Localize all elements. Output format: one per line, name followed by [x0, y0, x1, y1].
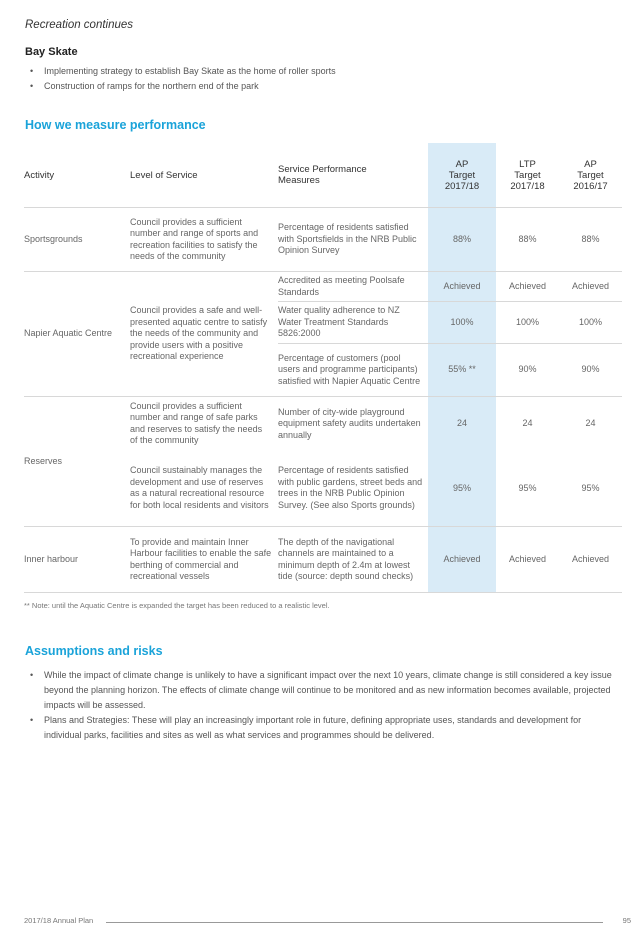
- measure-cell: Water quality adherence to NZ Water Treatment Standards 5826:2000: [278, 302, 428, 344]
- prev-target-cell: Achieved: [559, 527, 622, 593]
- list-item: • Plans and Strategies: These will play an increasingly important role in future, defining appropriate uses, standards and development for individual parks, facilities and sites as well as what services and programmes should be delivered.: [30, 713, 615, 743]
- page-number: 95: [622, 916, 631, 925]
- table-row: [24, 208, 622, 272]
- list-item: • While the impact of climate change is unlikely to have a significant impact over the next 10 years, climate change is still considered a key issue beyond the planning horizon. The effects of climate change will continue to be monitored and as new information becomes available, projected impacts will be assessed.: [30, 668, 615, 713]
- list-item: • Implementing strategy to establish Bay Skate as the home of roller sports: [30, 64, 590, 79]
- list-item: • Construction of ramps for the northern end of the park: [30, 79, 590, 94]
- measure-cell: Accredited as meeting Poolsafe Standards: [278, 272, 428, 302]
- ap-target-cell: 88%: [428, 208, 496, 272]
- table-row: [24, 527, 622, 593]
- table-footnote: ** Note: until the Aquatic Centre is expanded the target has been reduced to a realistic level.: [24, 601, 330, 610]
- ap-target-cell: 100%: [428, 302, 496, 344]
- ltp-target-cell: 24: [496, 397, 559, 451]
- bay-skate-title: Bay Skate: [25, 46, 78, 58]
- level-cell: Council provides a safe and well-presented aquatic centre to satisfy the needs of the community and provide users with a positive recreational experience: [130, 272, 278, 397]
- measure-cell: Number of city-wide playground equipment safety audits undertaken annually: [278, 397, 428, 451]
- assumptions-list: [30, 668, 615, 743]
- activity-cell: Reserves: [24, 397, 130, 527]
- table-row: [24, 272, 622, 302]
- footer-rule: [106, 922, 603, 923]
- ltp-target-cell: 95%: [518, 482, 537, 493]
- assumptions-heading: Assumptions and risks: [25, 644, 163, 658]
- measure-cell: Percentage of residents satisfied with Sportsfields in the NRB Public Opinion Survey: [278, 222, 417, 256]
- header-level: Level of Service: [130, 143, 278, 208]
- section-label: Recreation continues: [25, 19, 134, 31]
- activity-cell: Napier Aquatic Centre: [24, 272, 130, 397]
- ap-target-cell: Achieved: [428, 527, 496, 593]
- ap-target-cell: Achieved: [428, 272, 496, 302]
- table-header-row: [24, 143, 622, 208]
- ltp-target-cell: 100%: [496, 302, 559, 344]
- header-activity: Activity: [24, 143, 130, 208]
- performance-table: [24, 143, 622, 593]
- performance-heading: How we measure performance: [25, 118, 206, 132]
- header-ap-2016-17: AP Target 2016/17: [559, 143, 622, 208]
- prev-target-cell: 24: [559, 397, 622, 451]
- footer-doc-title: 2017/18 Annual Plan: [24, 916, 94, 925]
- level-cell: To provide and maintain Inner Harbour facilities to enable the safe berthing of commercial and recreational vessels: [130, 527, 278, 593]
- measure-cell: The depth of the navigational channels are maintained to a minimum depth of 2.4m at lowest tide (source: depth sound checks): [278, 527, 428, 593]
- table-row: [24, 397, 622, 451]
- level-cell: Council provides a sufficient number and range of safe parks and reserves to satisfy the needs of the community: [130, 397, 278, 451]
- ap-target-cell: 55% **: [428, 344, 496, 397]
- ltp-target-cell: 88%: [518, 233, 537, 244]
- page-footer: [24, 916, 631, 928]
- level-cell: Council sustainably manages the development and use of reserves as a natural recreational resource for both local residents and visitors: [130, 465, 269, 510]
- ap-target-cell: 95%: [428, 451, 496, 527]
- ltp-target-cell: 90%: [496, 344, 559, 397]
- measure-cell: Percentage of residents satisfied with public gardens, street beds and trees in the NRB Public Opinion Survey. (See also Sports grounds): [278, 465, 423, 510]
- prev-target-cell: 95%: [581, 482, 600, 493]
- bay-skate-list: [30, 64, 590, 94]
- header-measure: Service Performance Measures: [278, 143, 428, 208]
- prev-target-cell: 88%: [581, 233, 600, 244]
- ltp-target-cell: Achieved: [496, 527, 559, 593]
- prev-target-cell: 90%: [559, 344, 622, 397]
- activity-cell: Inner harbour: [24, 527, 130, 593]
- header-ltp-2017-18: LTP Target 2017/18: [496, 143, 559, 208]
- ap-target-cell: 24: [428, 397, 496, 451]
- level-cell: Council provides a sufficient number and range of sports and recreation facilities to satisfy the needs of the community: [130, 216, 259, 261]
- ltp-target-cell: Achieved: [496, 272, 559, 302]
- prev-target-cell: 100%: [559, 302, 622, 344]
- prev-target-cell: Achieved: [559, 272, 622, 302]
- header-ap-2017-18: AP Target 2017/18: [428, 143, 496, 208]
- measure-cell: Percentage of customers (pool users and programme participants) satisfied with Napier Aquatic Centre: [278, 344, 428, 397]
- activity-cell: Sportsgrounds: [24, 233, 83, 244]
